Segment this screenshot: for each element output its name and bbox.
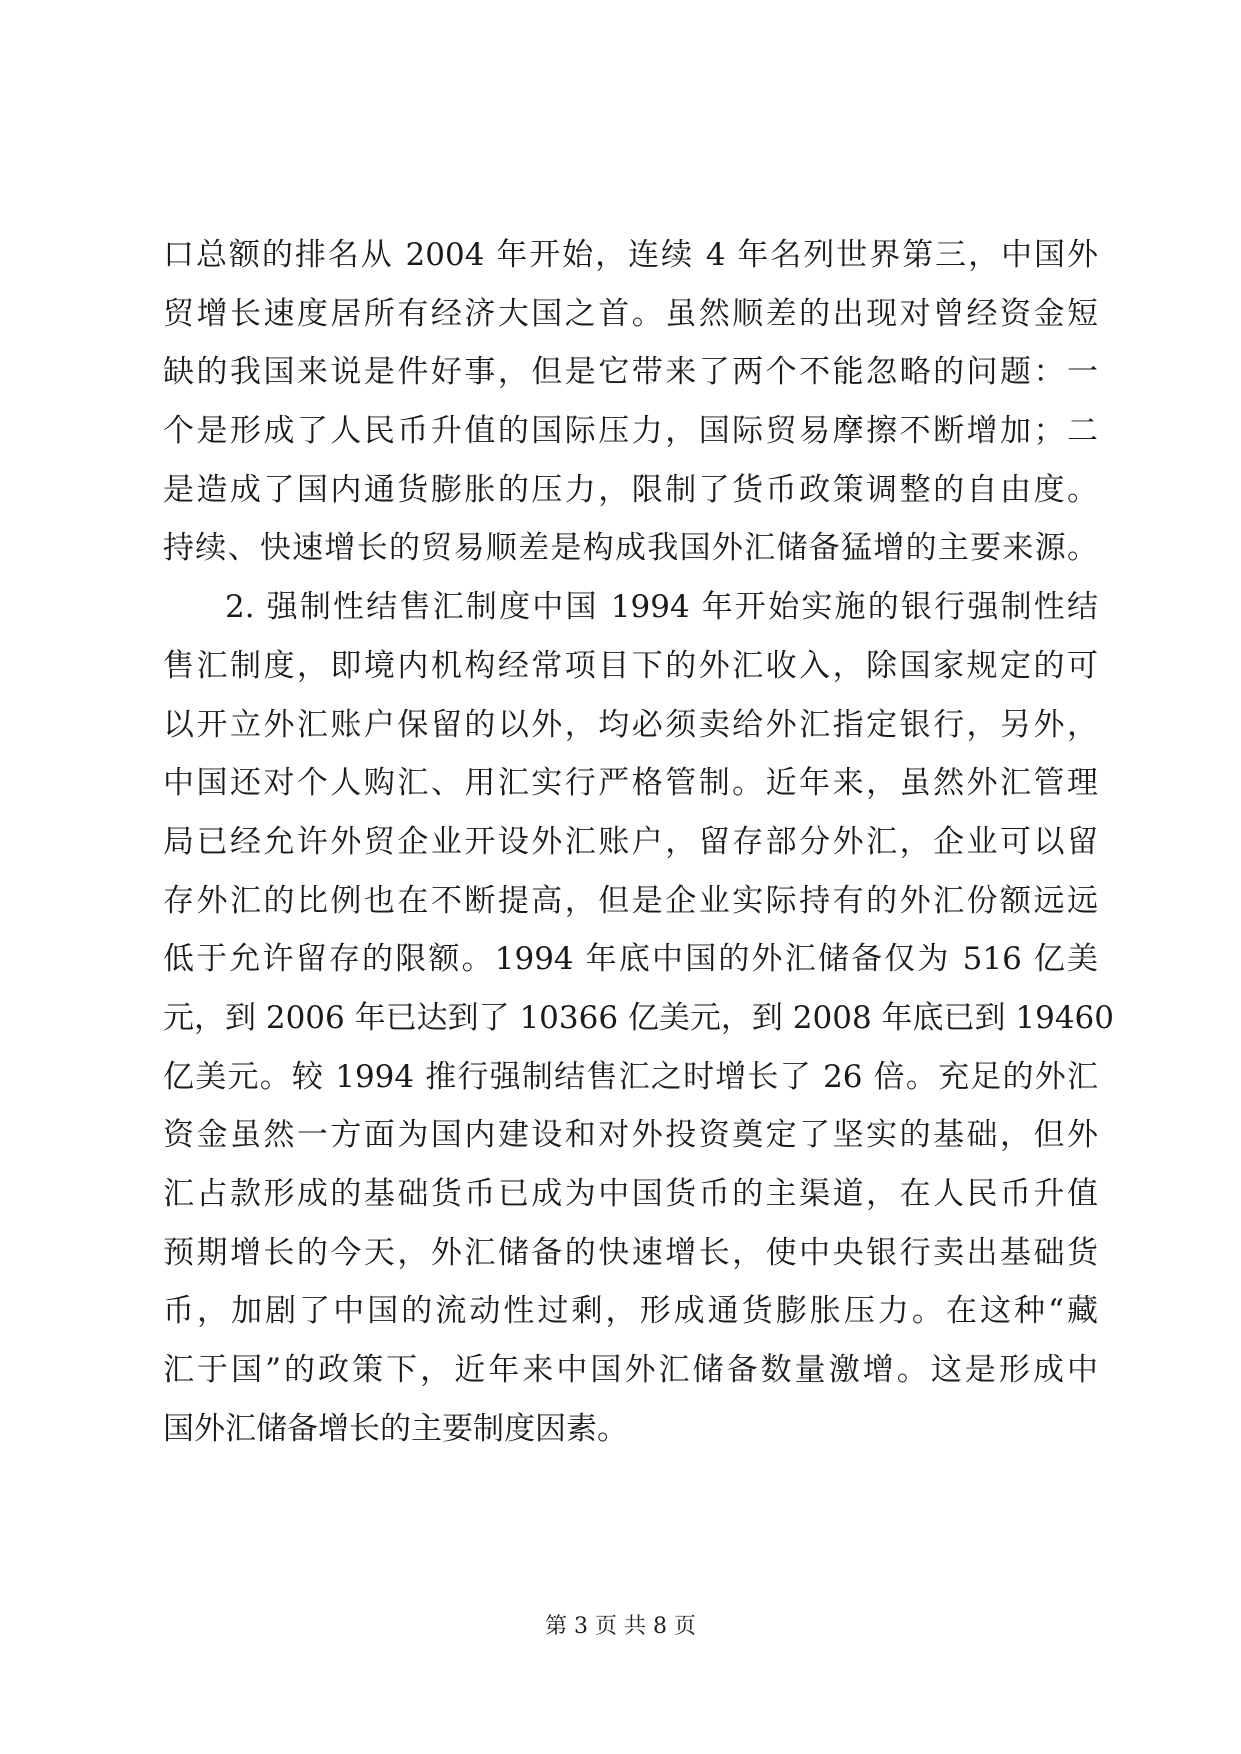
text-line: 亿美元。较 1994 推行强制结售汇之时增长了 26 倍。充足的外汇	[163, 1058, 1098, 1095]
paragraph-2	[163, 578, 1114, 1458]
text-line: 存外汇的比例也在不断提高，但是企业实际持有的外汇份额远远	[163, 882, 1098, 919]
page-number-label: 第 3 页 共 8 页	[545, 1614, 696, 1639]
text-line: 个是形成了人民币升值的国际压力，国际贸易摩擦不断增加；二	[163, 413, 1098, 450]
text-line: 国外汇储备增长的主要制度因素。	[163, 1410, 628, 1447]
text-line: 局已经允许外贸企业开设外汇账户，留存部分外汇，企业可以留	[163, 823, 1098, 860]
text-line: 低于允许留存的限额。1994 年底中国的外汇储备仅为 516 亿美	[163, 941, 1098, 978]
text-line: 资金虽然一方面为国内建设和对外投资奠定了坚实的基础，但外	[163, 1117, 1098, 1154]
text-line: 2. 强制性结售汇制度中国 1994 年开始实施的银行强制性结	[225, 589, 1098, 626]
text-line: 贸增长速度居所有经济大国之首。虽然顺差的出现对曾经资金短	[163, 295, 1098, 332]
text-line: 中国还对个人购汇、用汇实行严格管制。近年来，虽然外汇管理	[163, 765, 1098, 802]
text-line: 口总额的排名从 2004 年开始，连续 4 年名列世界第三，中国外	[163, 237, 1098, 273]
text-line: 持续、快速增长的贸易顺差是构成我国外汇储备猛增的主要来源。	[163, 530, 1098, 567]
text-line: 预期增长的今天，外汇储备的快速增长，使中央银行卖出基础货	[163, 1234, 1098, 1271]
text-line: 缺的我国来说是件好事，但是它带来了两个不能忽略的问题：一	[163, 354, 1098, 391]
text-line: 以开立外汇账户保留的以外，均必须卖给外汇指定银行，另外，	[163, 706, 1098, 743]
text-line: 汇占款形成的基础货币已成为中国货币的主渠道，在人民币升值	[163, 1176, 1098, 1212]
text-line: 是造成了国内通货膨胀的压力，限制了货币政策调整的自由度。	[163, 471, 1098, 508]
page-footer	[0, 1609, 1241, 1640]
text-line: 币，加剧了中国的流动性过剩，形成通货膨胀压力。在这种“藏	[163, 1293, 1098, 1330]
text-line: 汇于国”的政策下，近年来中国外汇储备数量激增。这是形成中	[163, 1352, 1098, 1389]
paragraph-1	[163, 226, 1098, 578]
text-line: 售汇制度，即境内机构经常项目下的外汇收入，除国家规定的可	[163, 647, 1098, 684]
body-text	[163, 226, 1114, 1458]
text-line: 元，到 2006 年已达到了 10366 亿美元，到 2008 年底已到 19460	[163, 999, 1114, 1036]
